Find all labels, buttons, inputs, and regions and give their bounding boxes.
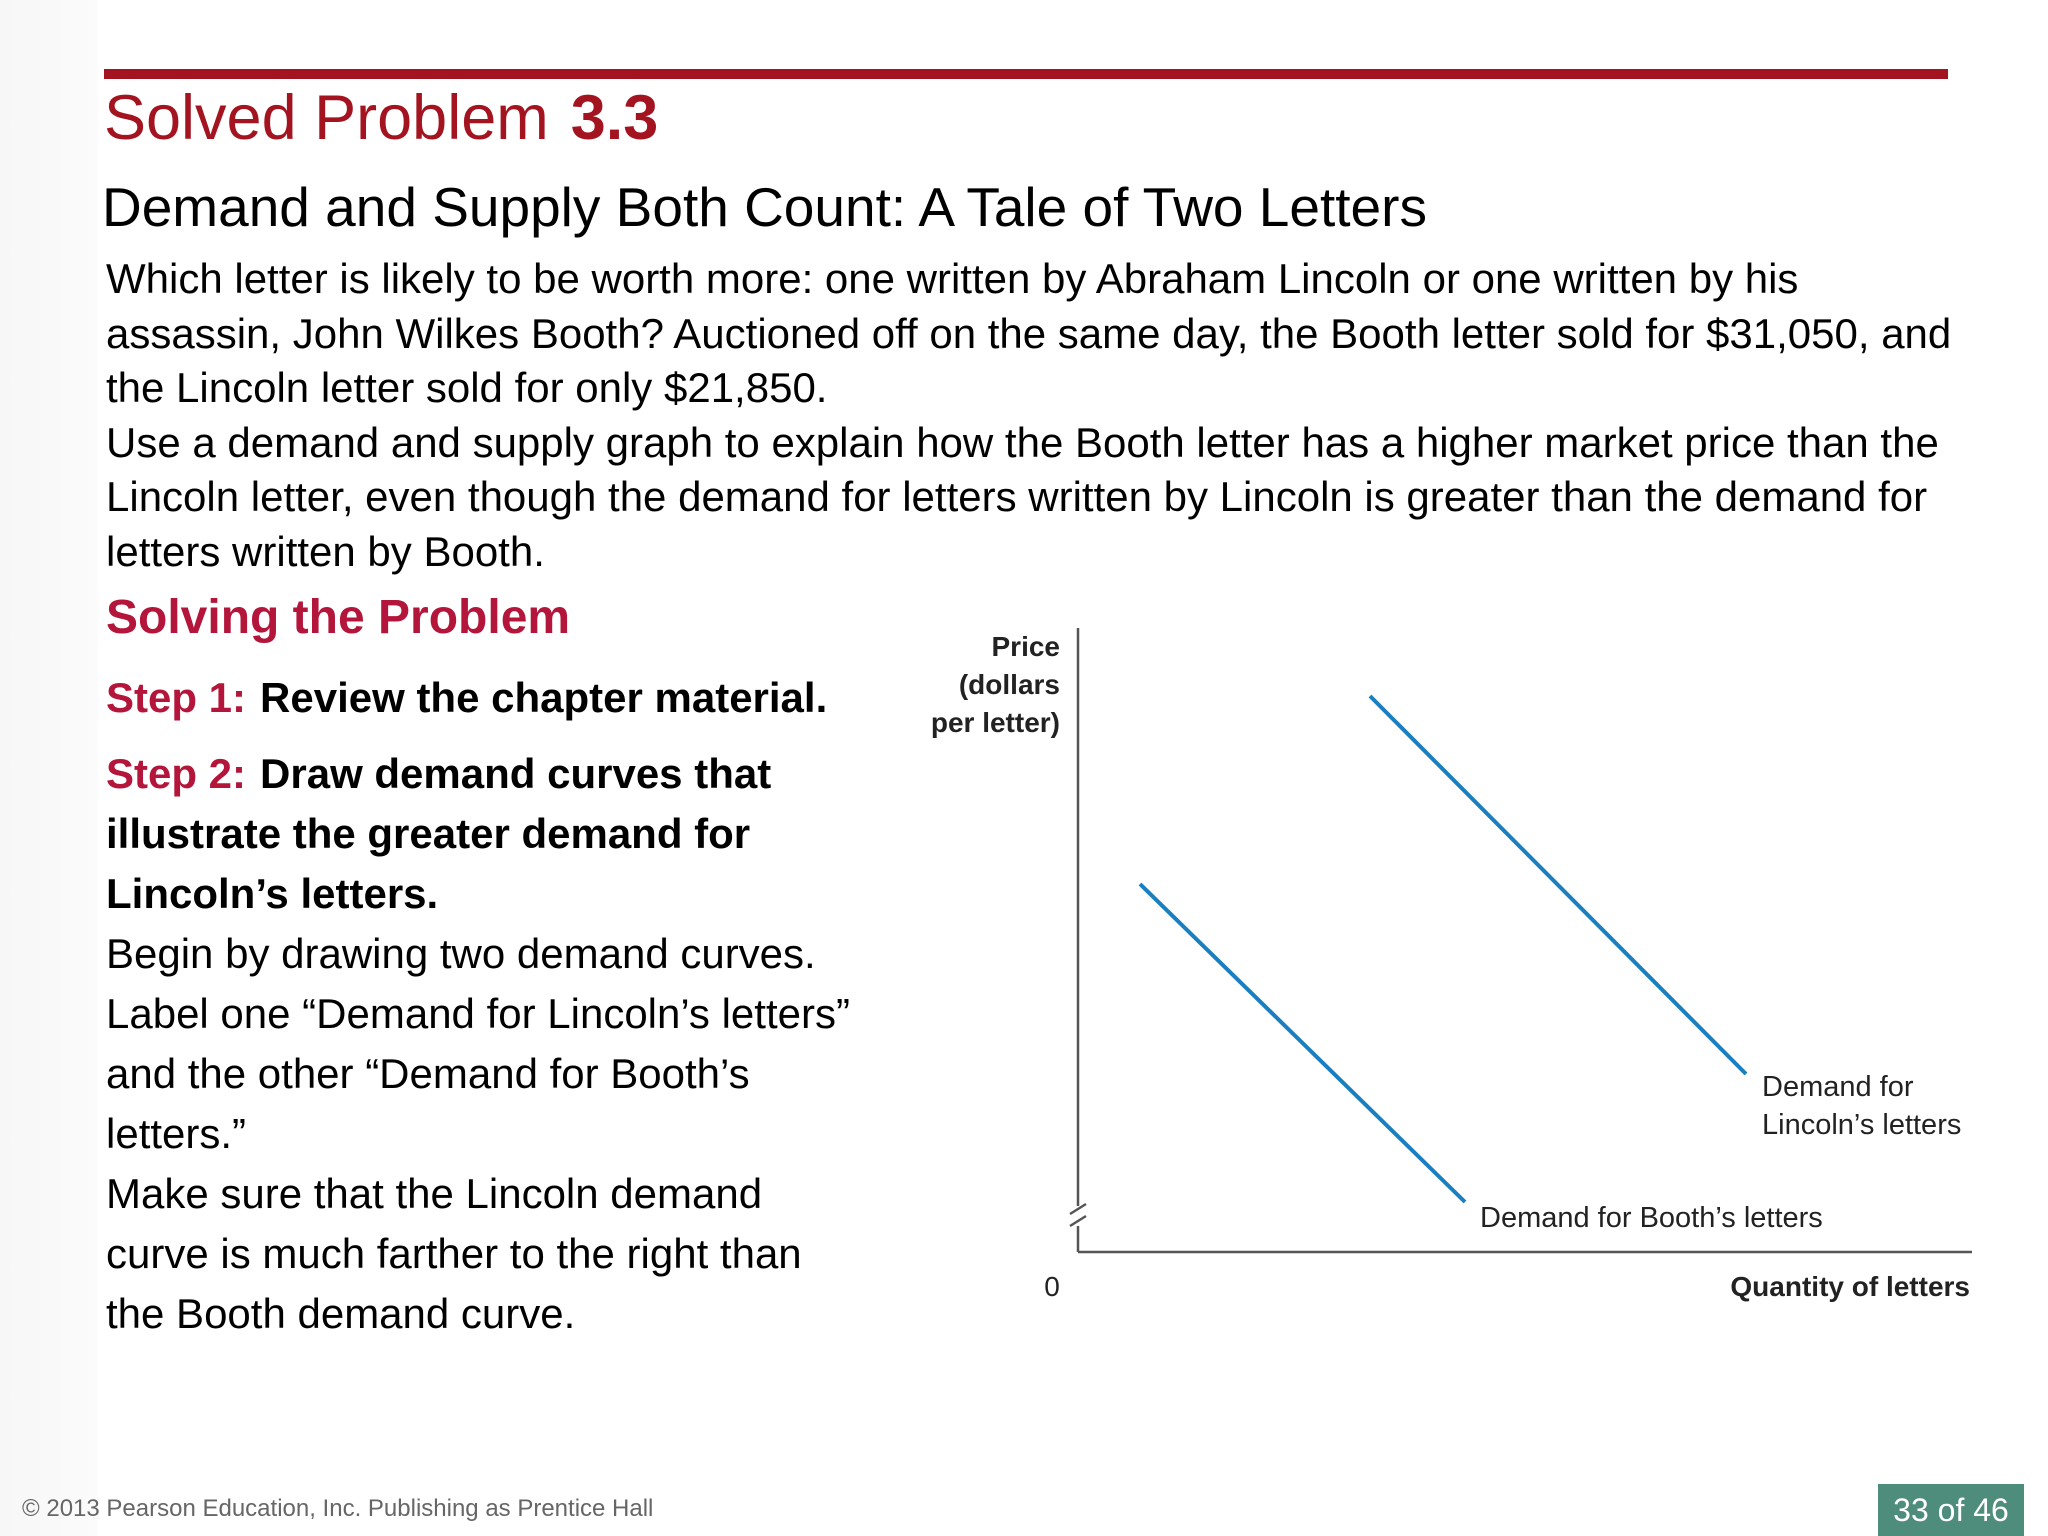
demand-graph [880,610,2000,1320]
step-2-body-1: Begin by drawing two demand curves. Label one “Demand for Lincoln’s letters” and the other “Demand for Booth’s letters.” [106,930,850,1157]
lincoln-curve-label-line-2: Lincoln’s letters [1762,1109,1962,1141]
step-1 [106,668,866,728]
title-rule [104,69,1948,79]
title-prefix: Solved Problem [104,83,549,153]
y-axis-label-line-2: (dollars [958,669,1060,700]
intro-paragraph-1: Which letter is likely to be worth more: one written by Abraham Lincoln or one written by his assassin, John Wilkes Booth? Auctioned off on the same day, the Booth letter sold for $31,050, and the Lincoln letter sold for only $21,850. [106,255,1952,411]
axis-break-mark [1070,1204,1086,1226]
intro-paragraph-2: Use a demand and supply graph to explain how the Booth letter has a higher market price than the Lincoln letter, even though the demand for letters written by Lincoln is greater than the demand for letters written by Booth. [106,418,1939,575]
solving-heading: Solving the Problem [106,591,571,644]
step-1-label: Step 1: [106,674,247,721]
y-axis-label-line-1: Price [991,631,1060,662]
slide-title [104,82,658,154]
step-1-text: Review the chapter material. [260,674,828,721]
step-2-body-2: Make sure that the Lincoln demand curve is much farther to the right than the Booth demand curve. [106,1170,802,1337]
y-axis-label-line-3: per letter) [930,707,1060,738]
slide-subtitle: Demand and Supply Both Count: A Tale of Two Letters [102,176,1427,238]
booth-demand-curve [1140,884,1465,1202]
intro-text [106,252,1966,579]
page-indicator: 33 of 46 [1878,1484,2024,1536]
steps-column [106,668,866,1344]
booth-curve-label: Demand for Booth’s letters [1480,1202,1823,1234]
step-2 [106,744,866,924]
copyright-footer: © 2013 Pearson Education, Inc. Publishing as Prentice Hall [22,1495,654,1522]
x-axis-label: Quantity of letters [1730,1271,1970,1302]
lincoln-demand-curve [1370,696,1746,1074]
origin-label: 0 [1044,1271,1060,1302]
lincoln-curve-label-line-1: Demand for [1762,1071,1914,1103]
left-margin-shade [0,0,98,1536]
step-2-text: Draw demand curves that illustrate the greater demand for Lincoln’s letters. [106,750,772,917]
title-number: 3.3 [570,83,659,153]
step-2-label: Step 2: [106,750,247,797]
